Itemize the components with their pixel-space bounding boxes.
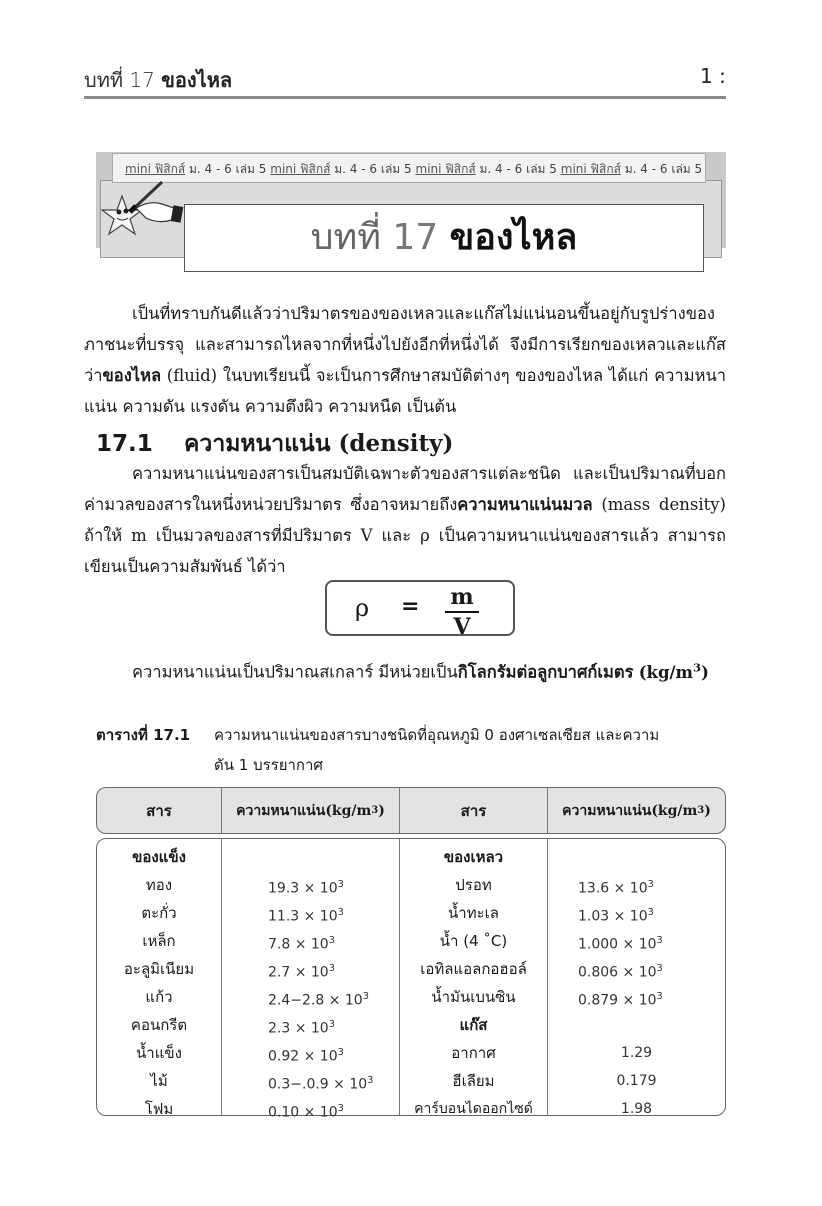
formula-equals: =: [401, 594, 420, 619]
table-cell-value: $1.03 \times 10^3$: [578, 907, 654, 925]
table-cell-name: น้ำแข็ง: [136, 1044, 182, 1062]
table-cell-value: $13.6 \times 10^3$: [578, 879, 654, 897]
table-cell-name: คอนกรีต: [130, 1016, 188, 1034]
chapter-title-name: ของไหล: [449, 217, 578, 258]
table-row-category: ของแข็ง: [132, 848, 186, 866]
formula-denominator: V: [453, 614, 471, 640]
table-caption: ตารางที่ 17.1 ความหนาแน่นของสารบางชนิดที่อุณหภูมิ 0 องศาเซลเซียส และความ ดัน 1 บรรยากาศ: [96, 720, 726, 780]
banner-series-strip: [112, 153, 706, 183]
density-formula: [325, 580, 515, 640]
strip-item: mini ฟิสิกส์ ม. 4 - 6 เล่ม 5: [270, 162, 412, 176]
table-label: ตารางที่ 17.1: [96, 726, 191, 744]
page-marker: 1 :: [700, 64, 726, 88]
table-cell-value: $0.92 \times 10^3$: [268, 1047, 344, 1065]
table-cell-value: $2.3 \times 10^3$: [268, 1019, 335, 1037]
table-cell-value: [222, 843, 399, 871]
table-cell-value: $2.4-2.8 \times 10^3$: [268, 991, 369, 1009]
table-cell-name: น้ำทะเล: [448, 904, 499, 922]
table-cell-value: [548, 843, 725, 871]
table-cell-name: ไม้: [150, 1072, 168, 1090]
table-cell-name: น้ำมันเบนซิน: [431, 988, 516, 1006]
left-name-column: [97, 839, 222, 1118]
table-cell-name: แก้ว: [145, 988, 173, 1006]
table-cell-name: อากาศ: [451, 1044, 496, 1062]
chapter-prefix: บทที่ 17: [84, 68, 155, 92]
table-row-category: ของเหลว: [443, 848, 504, 866]
table-cell-value: $0.10 \times 10^3$: [268, 1103, 344, 1121]
right-value-column: [548, 839, 725, 1115]
table-cell-name: เอทิลแอลกอฮอล์: [420, 960, 527, 978]
table-cell-name: อะลูมิเนียม: [123, 960, 195, 978]
table-cell-name: คาร์บอนไดออกไซด์: [414, 1101, 533, 1117]
table-cell-value: 0.179: [616, 1073, 657, 1089]
chapter-name: ของไหล: [161, 68, 233, 92]
unit-paragraph: ความหนาแน่นเป็นปริมาณสเกลาร์ มีหน่วยเป็นกิโลกรัมต่อลูกบาศก์เมตร $(kg/m^3)$: [132, 660, 709, 682]
chapter-title-prefix: บทที่: [310, 217, 381, 258]
star-with-pen-hand-icon: [100, 178, 196, 244]
header-density: ความหนาแน่น(kg/m 3 ): [562, 802, 711, 819]
header-substance: สาร: [460, 801, 487, 820]
table-cell-value: $0.806 \times 10^3$: [578, 963, 663, 981]
density-bold-term: ความหนาแน่นมวล: [457, 495, 593, 514]
formula-fraction: [445, 584, 479, 640]
header-divider: [84, 96, 726, 99]
table-cell-value: $0.879 \times 10^3$: [578, 991, 663, 1009]
density-table-body: [96, 838, 726, 1121]
strip-item: mini ฟิสิกส์ ม. 4 - 6 เล่ม 5: [560, 162, 703, 176]
density-table-header: [96, 787, 726, 834]
table-cell-value: 1.29: [620, 1045, 653, 1061]
formula-rho: ρ: [355, 594, 370, 622]
strip-item: mini ฟิสิกส์ ม. 4 - 6 เล่ม 5: [415, 162, 557, 176]
strip-item: mini ฟิสิกส์ ม. 4 - 6 เล่ม 5: [125, 162, 267, 176]
header-density: ความหนาแน่น(kg/m 3 ): [236, 802, 385, 819]
table-cell-value: $2.7 \times 10^3$: [268, 963, 335, 981]
section-title-th: ความหนาแน่น: [184, 431, 331, 457]
table-cell-name: ทอง: [145, 876, 173, 894]
table-cell-name: น้ำ (4 ˚C): [439, 932, 508, 950]
right-name-column: [400, 839, 548, 1115]
section-number: 17.1: [96, 431, 153, 457]
table-cell-name: โฟม: [144, 1100, 174, 1118]
formula-numerator: m: [450, 584, 474, 610]
chapter-title-number: 17: [392, 217, 439, 258]
table-cell-value: $0.3-.0.9 \times 10^3$: [268, 1075, 374, 1093]
table-row-category: แก๊ส: [459, 1016, 488, 1034]
intro-bold-term: ของไหล: [102, 366, 162, 385]
table-cell-value: $1.000 \times 10^3$: [578, 935, 663, 953]
fraction-bar: [445, 611, 479, 613]
table-cell-value: $7.8 \times 10^3$: [268, 935, 335, 953]
left-value-column: [222, 839, 400, 1121]
intro-paragraph: เป็นที่ทราบกันดีแล้วว่าปริมาตรของของเหลวและแก๊สไม่แน่นอนขึ้นอยู่กับรูปร่างของภาชนะที่บรรจุ และสามารถไหลจากที่หนึ่งไปยังอีกที่หนึ่งได้ จึงมีการเรียกของเหลวและแก๊สว่าของไหล (fluid) ในบทเรียนนี้ จะเป็นการศึกษาสมบัติต่างๆ ของของไหล ได้แก่ ความหนาแน่น ความดัน แรงดัน ความตึงผิว ความหนืด เป็นต้น: [84, 304, 726, 416]
table-cell-value: $19.3 \times 10^3$: [268, 879, 344, 897]
unit-bold-term: กิโลกรัมต่อลูกบาศก์เมตร: [457, 662, 634, 682]
table-cell-name: ตะกั่ว: [141, 904, 177, 922]
header-substance: สาร: [146, 801, 172, 820]
table-cell-value: $11.3 \times 10^3$: [268, 907, 344, 925]
unit-symbol: $(kg/m^3)$: [638, 660, 709, 682]
density-paragraph: ความหนาแน่นของสารเป็นสมบัติเฉพาะตัวของสารแต่ละชนิด และเป็นปริมาณที่บอกค่ามวลของสารในหนึ่งหน่วยปริมาตร ซึ่งอาจหมายถึงความหนาแน่นมวล (mass density) ถ้าให้ m เป็นมวลของสารที่มีปริมาตร V และ ρ เป็นความหนาแน่นของสารแล้ว สามารถเขียนเป็นความสัมพันธ์ ได้ว่า: [84, 464, 726, 576]
running-header-title: [84, 64, 232, 96]
table-cell-name: ปรอท: [455, 876, 492, 894]
table-cell-value: 1.98: [620, 1101, 653, 1117]
section-heading: [96, 426, 453, 462]
table-cell-name: ฮีเลียม: [452, 1072, 495, 1090]
table-cell-value: [548, 1011, 725, 1039]
chapter-title: [184, 204, 704, 272]
table-cell-name: เหล็ก: [142, 932, 176, 950]
section-title-en: (density): [338, 430, 454, 457]
